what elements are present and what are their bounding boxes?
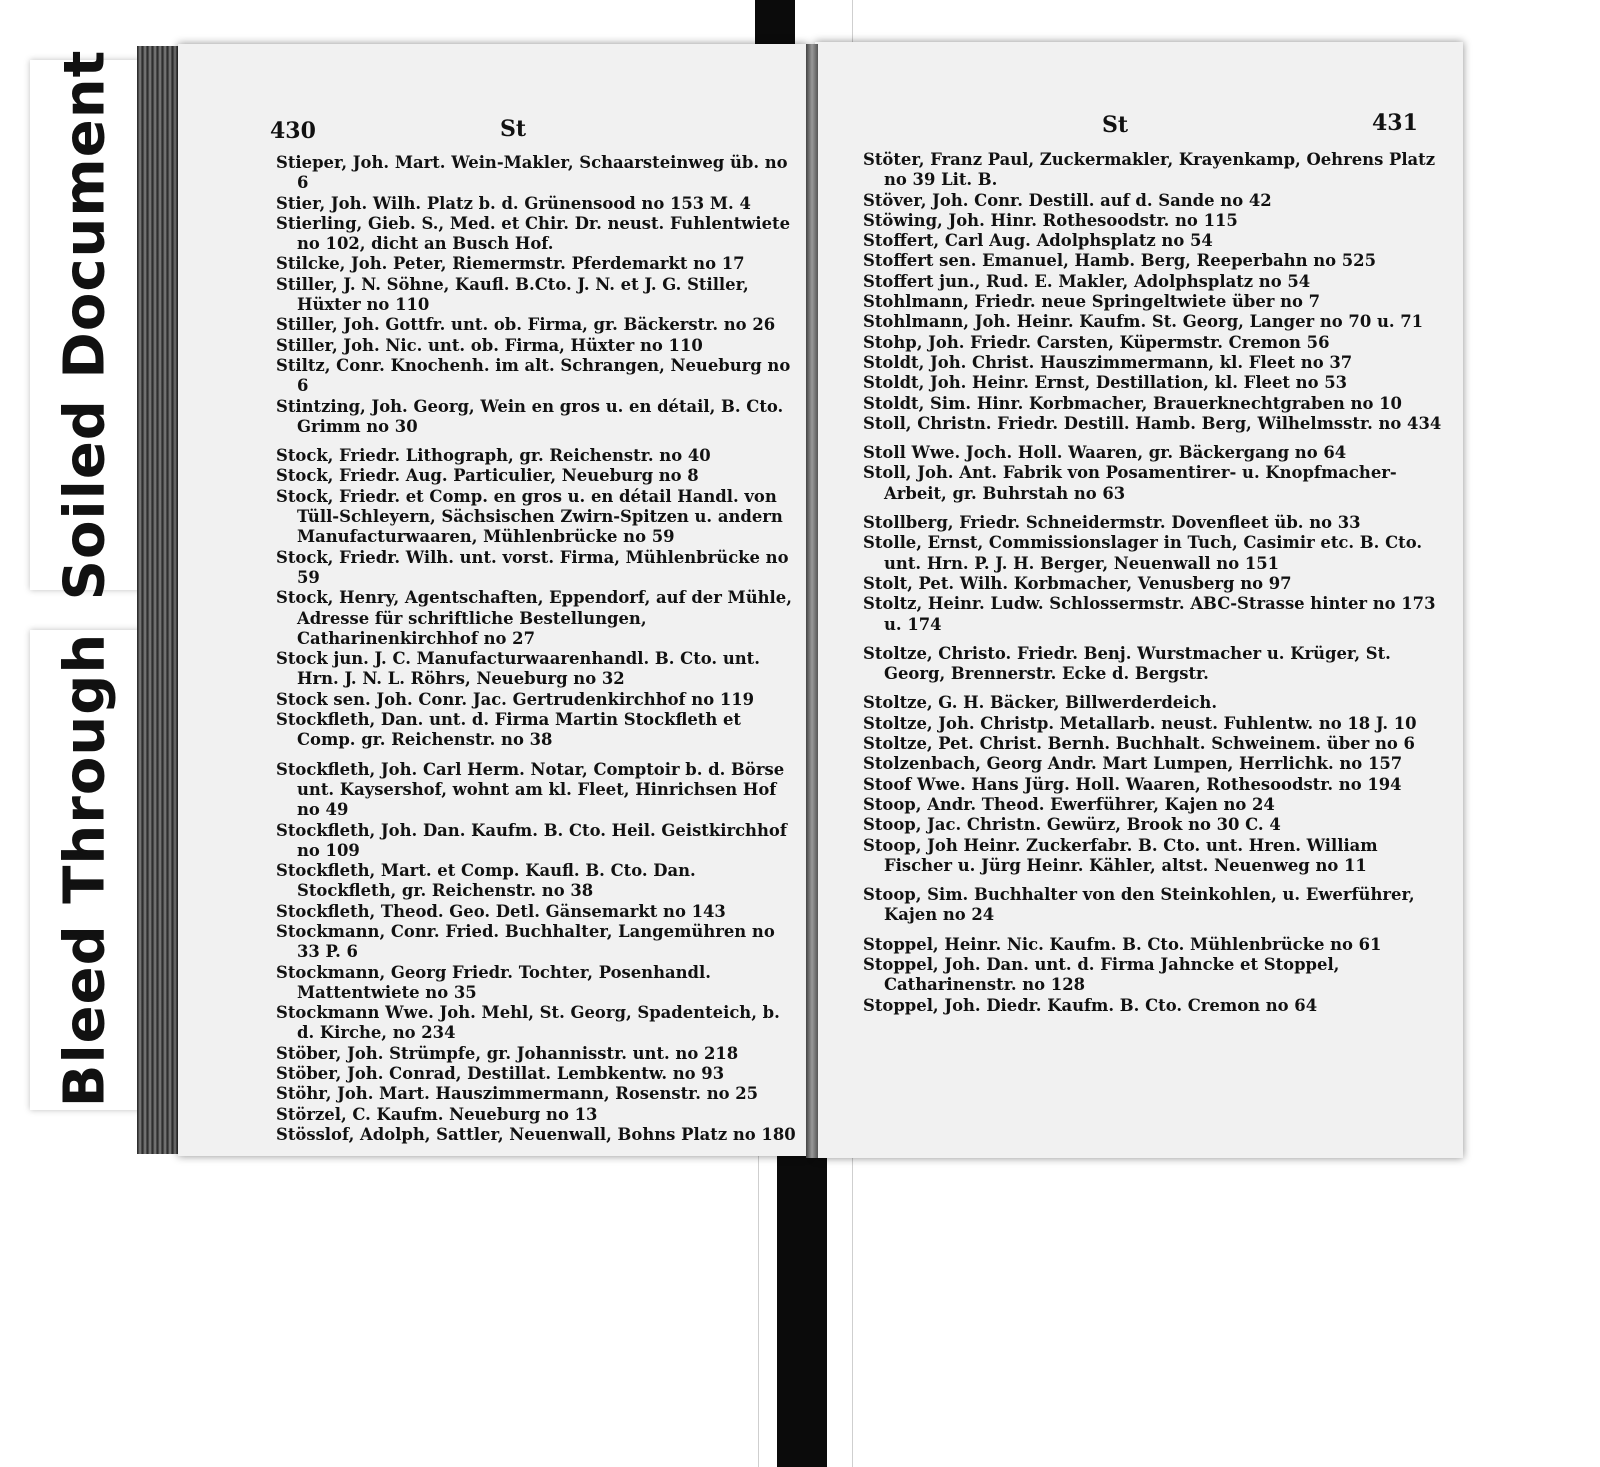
directory-entry: Stoldt, Joh. Christ. Hauszimmermann, kl. Fleet no 37 — [863, 352, 1353, 372]
directory-entry: Stösslof, Adolph, Sattler, Neuenwall, Bohns Platz no 180 — [276, 1124, 796, 1144]
directory-entry: Stoof Wwe. Hans Jürg. Holl. Waaren, Rothesoodstr. no 194 — [863, 774, 1402, 794]
directory-entry: Stoltze, Joh. Christp. Metallarb. neust. Fuhlentw. no 18 J. 10 — [863, 713, 1417, 733]
directory-entry: Stoffert, Carl Aug. Adolphsplatz no 54 — [863, 231, 1213, 251]
directory-entry: Stoppel, Heinr. Nic. Kaufm. B. Cto. Mühlenbrücke no 61 — [863, 934, 1382, 954]
left-page-header: St — [500, 116, 527, 142]
directory-entry: Stiller, Joh. Gottfr. unt. ob. Firma, gr. Bäckerstr. no 26 — [276, 315, 776, 335]
directory-entry: Stoll, Christn. Friedr. Destill. Hamb. Berg, Wilhelmsstr. no 434 — [863, 413, 1442, 433]
directory-entry: Stöber, Joh. Strümpfe, gr. Johannisstr. unt. no 218 — [276, 1043, 739, 1063]
soiled-document-label — [30, 49, 140, 601]
directory-entry: Stoop, Andr. Theod. Ewerführer, Kajen no 24 — [863, 794, 1275, 814]
directory-entry: Stock, Friedr. Aug. Particulier, Neueburg no 8 — [276, 466, 699, 486]
left-entry-list — [276, 153, 796, 1145]
directory-entry: Stolt, Pet. Wilh. Korbmacher, Venusberg no 97 — [863, 573, 1292, 593]
directory-entry: Stiller, Joh. Nic. unt. ob. Firma, Hüxter no 110 — [276, 335, 703, 355]
directory-entry: Stohlmann, Friedr. neue Springeltwiete über no 7 — [863, 292, 1321, 312]
directory-entry: Stockfleth, Theod. Geo. Detl. Gänsemarkt no 143 — [276, 901, 726, 921]
directory-entry: Stock, Friedr. Lithograph, gr. Reichenstr. no 40 — [276, 446, 711, 466]
directory-entry: Stilcke, Joh. Peter, Riemermstr. Pferdemarkt no 17 — [276, 254, 745, 274]
directory-entry: Stoll Wwe. Joch. Holl. Waaren, gr. Bäckergang no 64 — [863, 443, 1347, 463]
directory-entry: Stintzing, Joh. Georg, Wein en gros u. en détail, B. Cto. Grimm no 30 — [276, 396, 784, 436]
right-page-header: St — [1102, 112, 1129, 138]
directory-entry: Stolzenbach, Georg Andr. Mart Lumpen, Herrlichk. no 157 — [863, 754, 1403, 774]
directory-entry: Stöwing, Joh. Hinr. Rothesoodstr. no 115 — [863, 210, 1238, 230]
directory-entry: Stoppel, Joh. Dan. unt. d. Firma Jahncke et Stoppel, Catharinenstr. no 128 — [863, 954, 1340, 995]
directory-entry: Stierling, Gieb. S., Med. et Chir. Dr. neust. Fuhlentwiete no 102, dicht an Busch Hof. — [276, 213, 791, 254]
directory-entry: Stoop, Joh Heinr. Zuckerfabr. B. Cto. unt. Hren. William Fischer u. Jürg Heinr. Kähler, altst. Neuenweg no 11 — [863, 835, 1378, 875]
directory-entry: Stoffert sen. Emanuel, Hamb. Berg, Reeperbahn no 525 — [863, 251, 1376, 271]
directory-entry: Stoltze, Pet. Christ. Bernh. Buchhalt. Schweinem. über no 6 — [863, 734, 1415, 754]
left-page-number: 430 — [270, 118, 316, 144]
directory-entry: Stohlmann, Joh. Heinr. Kaufm. St. Georg, Langer no 70 u. 71 — [863, 312, 1424, 332]
directory-entry: Stockmann, Georg Friedr. Tochter, Posenhandl. Mattentwiete no 35 — [276, 962, 711, 1002]
directory-entry: Stoop, Jac. Christn. Gewürz, Brook no 30 C. 4 — [863, 815, 1281, 835]
directory-entry: Stockmann, Conr. Fried. Buchhalter, Langemühren no 33 P. 6 — [276, 921, 775, 962]
directory-entry: Stoldt, Sim. Hinr. Korbmacher, Brauerknechtgraben no 10 — [863, 393, 1402, 413]
right-entry-list — [863, 150, 1443, 1016]
bleed-through-text: Bleed Through — [52, 632, 118, 1108]
directory-entry: Stock, Friedr. et Comp. en gros u. en détail Handl. von Tüll-Schleyern, Sächsischen Zwirn-Spitzen u. andern Manufacturwaaren, Mühlenbrücke no 59 — [276, 486, 783, 547]
directory-entry: Stieper, Joh. Mart. Wein-Makler, Schaarsteinweg üb. no 6 — [276, 153, 788, 193]
directory-entry: Stiller, J. N. Söhne, Kaufl. B.Cto. J. N. et J. G. Stiller, Hüxter no 110 — [276, 274, 749, 315]
directory-entry: Stöber, Joh. Conrad, Destillat. Lembkentw. no 93 — [276, 1064, 725, 1084]
directory-entry: Stoltze, Christo. Friedr. Benj. Wurstmacher u. Krüger, St. Georg, Brennerstr. Ecke d. Bergstr. — [863, 643, 1391, 684]
directory-entry: Stolle, Ernst, Commissionslager in Tuch, Casimir etc. B. Cto. unt. Hrn. P. J. H. Berger, Neuenwall no 151 — [863, 533, 1423, 573]
directory-entry: Stockmann Wwe. Joh. Mehl, St. Georg, Spadenteich, b. d. Kirche, no 234 — [276, 1003, 780, 1043]
directory-entry: Stollberg, Friedr. Schneidermstr. Dovenfleet üb. no 33 — [863, 513, 1361, 533]
directory-entry: Stock, Henry, Agentschaften, Eppendorf, auf der Mühle, Adresse für schriftliche Bestellungen, Catharinenkirchhof no 27 — [276, 588, 792, 648]
directory-entry: Stoll, Joh. Ant. Fabrik von Posamentirer- u. Knopfmacher-Arbeit, gr. Buhrstah no 63 — [863, 463, 1397, 503]
directory-entry: Stoffert jun., Rud. E. Makler, Adolphsplatz no 54 — [863, 271, 1311, 291]
directory-entry: Stoldt, Joh. Heinr. Ernst, Destillation, kl. Fleet no 53 — [863, 373, 1348, 393]
directory-entry: Stock sen. Joh. Conr. Jac. Gertrudenkirchhof no 119 — [276, 689, 755, 709]
directory-entry: Stock jun. J. C. Manufacturwaarenhandl. B. Cto. unt. Hrn. J. N. L. Röhrs, Neueburg no 32 — [276, 649, 760, 689]
page-stack-edge — [137, 46, 182, 1154]
directory-entry: Stockfleth, Mart. et Comp. Kaufl. B. Cto. Dan. Stockfleth, gr. Reichenstr. no 38 — [276, 861, 696, 901]
directory-entry: Stohp, Joh. Friedr. Carsten, Küpermstr. Cremon 56 — [863, 332, 1330, 352]
directory-entry: Stoop, Sim. Buchhalter von den Steinkohlen, u. Ewerführer, Kajen no 24 — [863, 885, 1415, 925]
soiled-document-text: Soiled Document — [52, 49, 118, 601]
directory-entry: Stier, Joh. Wilh. Platz b. d. Grünensood no 153 M. 4 — [276, 193, 751, 213]
directory-entry: Stiltz, Conr. Knochenh. im alt. Schrangen, Neueburg no 6 — [276, 355, 791, 396]
binding-strip-bottom — [777, 1152, 827, 1467]
directory-entry: Stoltze, G. H. Bäcker, Billwerderdeich. — [863, 693, 1218, 713]
directory-entry: Stock, Friedr. Wilh. unt. vorst. Firma, Mühlenbrücke no 59 — [276, 547, 789, 587]
right-page-number: 431 — [1372, 110, 1418, 136]
directory-entry: Stockfleth, Joh. Dan. Kaufm. B. Cto. Heil. Geistkirchhof no 109 — [276, 820, 787, 860]
directory-entry: Stöter, Franz Paul, Zuckermakler, Krayenkamp, Oehrens Platz no 39 Lit. B. — [863, 150, 1436, 190]
book-gutter — [806, 44, 818, 1158]
directory-entry: Stockfleth, Joh. Carl Herm. Notar, Comptoir b. d. Börse unt. Kaysershof, wohnt am kl. Fleet, Hinrichsen Hof no 49 — [276, 759, 785, 820]
binding-strip-top — [755, 0, 795, 50]
directory-entry: Stoltz, Heinr. Ludw. Schlossermstr. ABC-Strasse hinter no 173 u. 174 — [863, 594, 1436, 634]
directory-entry: Störzel, C. Kaufm. Neueburg no 13 — [276, 1104, 598, 1124]
directory-entry: Stöver, Joh. Conr. Destill. auf d. Sande no 42 — [863, 190, 1272, 210]
directory-entry: Stoppel, Joh. Diedr. Kaufm. B. Cto. Cremon no 64 — [863, 995, 1318, 1015]
directory-entry: Stockfleth, Dan. unt. d. Firma Martin Stockfleth et Comp. gr. Reichenstr. no 38 — [276, 710, 741, 750]
bleed-through-label — [30, 630, 140, 1110]
directory-entry: Stöhr, Joh. Mart. Hauszimmermann, Rosenstr. no 25 — [276, 1084, 759, 1104]
